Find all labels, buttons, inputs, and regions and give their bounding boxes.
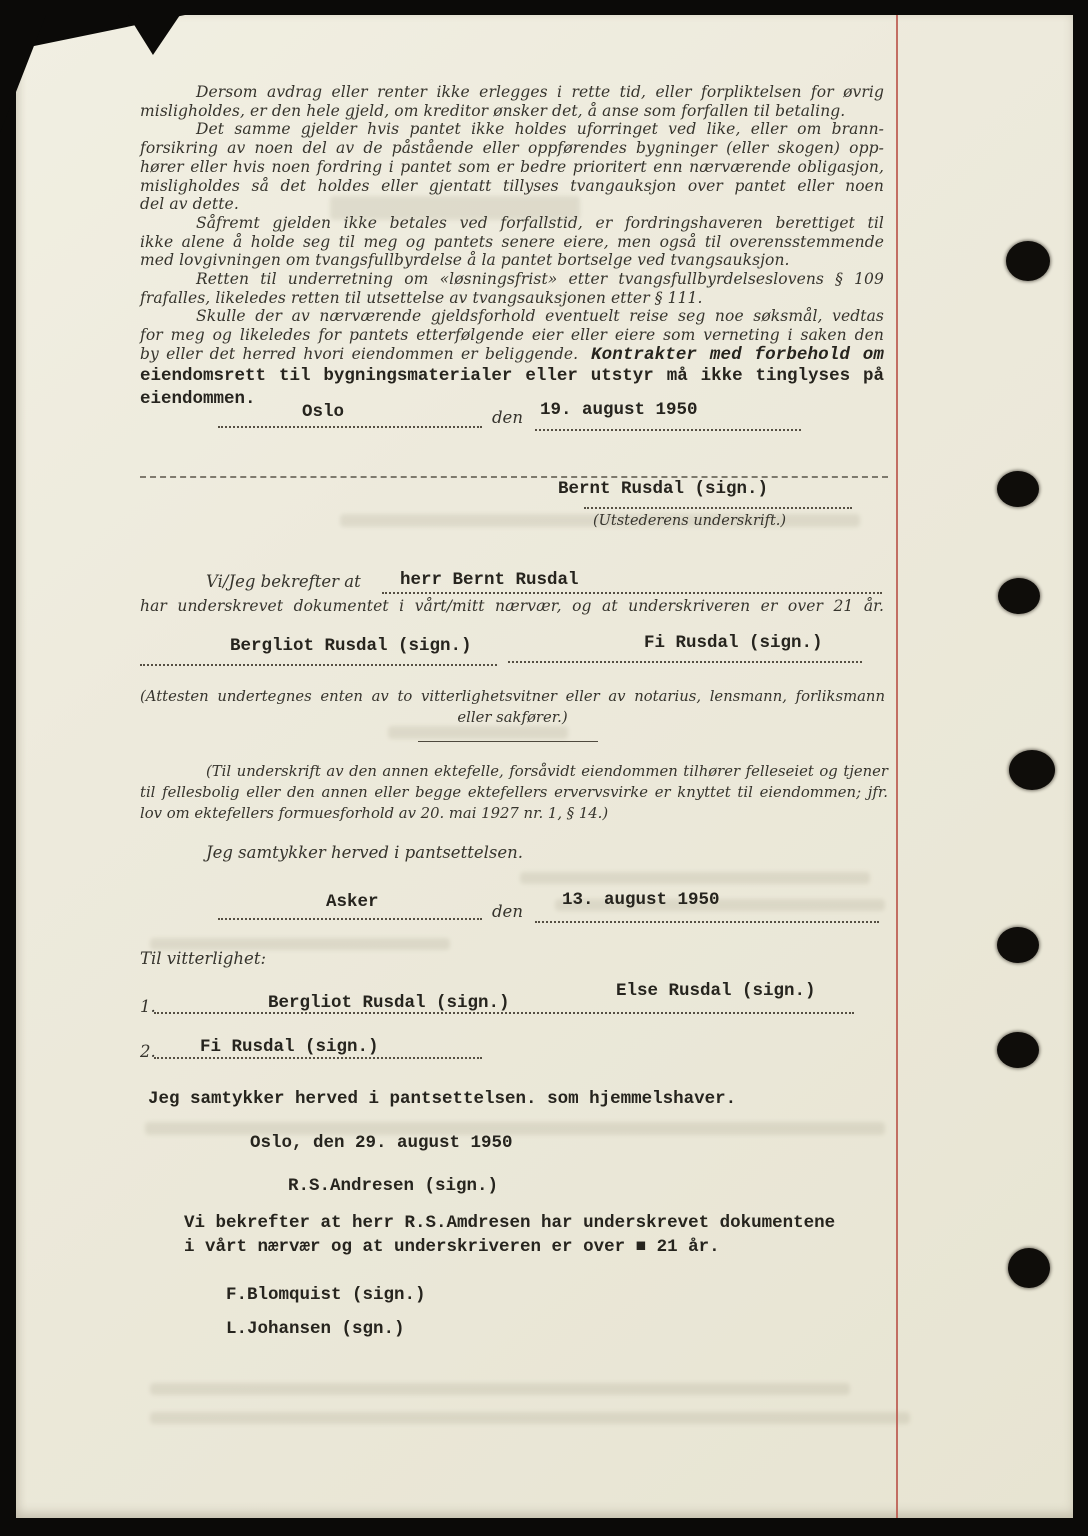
signing1-date: 19. august 1950	[540, 400, 698, 420]
den-label: den	[492, 408, 523, 427]
attest-note-line2: eller sakfører.)	[457, 709, 568, 726]
punch-hole	[1008, 1248, 1050, 1288]
legal-text-line: frafalles, likeledes retten til utsettelse av tvangsauksjonen etter § 111.	[140, 288, 703, 307]
legal-text-line: Det samme gjelder hvis pantet ikke holdes uforringet ved like, eller om brann-	[196, 120, 884, 139]
spouse-note-line: lov om ektefellers formuesforhold av 20. mai 1927 nr. 1, § 14.)	[140, 805, 609, 822]
hjemmelshaver-witness2: L.Johansen (sgn.)	[226, 1319, 405, 1339]
punch-hole	[1006, 241, 1050, 281]
date-dotted-line	[535, 429, 801, 431]
legal-text-line: del av dette.	[140, 195, 239, 214]
hjemmelshaver-signature: R.S.Andresen (sign.)	[288, 1176, 499, 1196]
signature-dashed-line	[140, 476, 888, 478]
scan-edge-bottom	[0, 1518, 1088, 1536]
legal-text-line: med lovgivningen om tvangsfullbyrdelse å la pantet bortselge ved tvangsauksjon.	[140, 251, 790, 270]
date2-dotted-line	[535, 921, 879, 923]
place2-dotted-line	[218, 918, 482, 920]
bleed-through-smudge	[520, 872, 870, 884]
legal-text-line: Såfremt gjelden ikke betales ved forfallstid, er fordringshaveren berettiget til	[196, 213, 884, 232]
typed-insertion-line: eiendommen.	[140, 388, 256, 409]
spouse-note-line: (Til underskrift av den annen ektefelle, forsåvidt eiendommen tilhører felleseiet og tjener	[206, 763, 888, 780]
signing1-place: Oslo	[302, 402, 345, 422]
spouse-note	[140, 761, 888, 824]
hjemmelshaver-consent: Jeg samtykker herved i pantsettelsen. som hjemmelshaver.	[148, 1089, 737, 1109]
punch-hole	[997, 1032, 1039, 1068]
typed-insertion-line: eiendomsrett til bygningsmaterialer eller utstyr må ikke tinglyses på	[140, 365, 884, 386]
bleed-through-smudge	[150, 1412, 910, 1424]
issuer-dotted-line	[584, 507, 852, 509]
legal-text-line: ikke alene å holde seg til meg og pantets senere eiere, men også til overensstemmende	[140, 232, 884, 251]
typed-insertion: Kontrakter med forbehold om	[578, 344, 884, 365]
legal-text-line: misligholdes så det holdes eller gjentatt tillyses tvangauksjon over pantet eller noen	[140, 176, 884, 195]
legal-text-line: misligholdes, er den hele gjeld, om kreditor ønsker det, å anse som forfallen til betaling.	[140, 101, 846, 120]
hjemmelshaver-place-date: Oslo, den 29. august 1950	[250, 1133, 513, 1153]
confirm1-dotted-line	[382, 592, 882, 594]
legal-text-line: Skulle der av nærværende gjeldsforhold eventuelt reise seg noe søksmål, vedtas	[196, 307, 884, 326]
witness-signature-left: Bergliot Rusdal (sign.)	[230, 636, 472, 656]
hjemmelshaver-confirm-line1: Vi bekrefter at herr R.S.Amdresen har underskrevet dokumentene	[184, 1213, 836, 1233]
witness-signature-right: Fi Rusdal (sign.)	[644, 633, 823, 653]
scan-edge-top	[0, 0, 1088, 15]
place-dotted-line	[218, 426, 482, 428]
margin-red-line	[896, 15, 898, 1518]
scan-edge-left	[0, 0, 16, 1536]
legal-text-line: by eller det herred hvori eiendommen er beliggende. Kontrakter med forbehold om	[140, 344, 884, 365]
legal-text-line: Retten til underretning om «løsningsfrist» etter tvangsfullbyrdelseslovens § 109	[196, 270, 884, 289]
confirm1-typed-name: herr Bernt Rusdal	[400, 570, 579, 590]
signing2-place: Asker	[326, 892, 379, 912]
legal-text-line: hører eller hvis noen fordring i pantet som er bedre prioritert enn nærværende obligasjon,	[140, 157, 884, 176]
den2-label: den	[492, 902, 523, 921]
vitterlighet-item1-number: 1.	[140, 997, 156, 1016]
issuer-signature: Bernt Rusdal (sign.)	[558, 479, 769, 499]
vitterlighet-item2-signature: Fi Rusdal (sign.)	[200, 1037, 379, 1057]
punch-hole	[1009, 750, 1055, 790]
issuer-caption: (Utstederens underskrift.)	[593, 513, 787, 529]
vitterlighet-dotted-line2	[154, 1057, 482, 1059]
vitterlighet-item1-signature: Bergliot Rusdal (sign.)	[268, 993, 510, 1013]
legal-text-line: forsikring av noen del av de påstående eller oppførendes bygninger (eller skogen) opp-	[140, 139, 884, 158]
consent-line: Jeg samtykker herved i pantsettelsen.	[206, 843, 523, 862]
legal-text-block	[140, 83, 884, 411]
vitterlighet-item2-number: 2.	[140, 1042, 156, 1061]
legal-text-line: Dersom avdrag eller renter ikke erlegges i rette tid, eller forpliktelsen for øvrig	[196, 83, 884, 101]
punch-hole	[997, 927, 1039, 963]
witness-dotted-line-left	[140, 664, 497, 666]
punch-hole	[997, 471, 1039, 507]
hjemmelshaver-confirm-line2: i vårt nærvær og at underskriveren er over ■ 21 år.	[184, 1237, 720, 1257]
spouse-note-line: til fellesbolig eller den annen eller begge ektefellers ervervsvirke er knyttet til eiendommen; jfr.	[140, 784, 888, 801]
legal-text-line: for meg og likeledes for pantets etterfølgende eier eller eiere som verneting i saken den	[140, 326, 884, 345]
section-rule	[418, 741, 598, 742]
bleed-through-smudge	[150, 1383, 850, 1395]
attest-note-line1: (Attesten undertegnes enten av to vitterlighetsvitner eller av notarius, lensmann, forliksmann	[140, 688, 885, 705]
hjemmelshaver-witness1: F.Blomquist (sign.)	[226, 1285, 426, 1305]
scan-edge-right	[1073, 0, 1088, 1536]
punch-hole	[998, 578, 1040, 614]
witness-dotted-line-right	[508, 661, 862, 663]
confirm1-prefix: Vi/Jeg bekrefter at	[206, 572, 361, 591]
vitterlighet-right-signature: Else Rusdal (sign.)	[616, 981, 816, 1001]
vitterlighet-heading: Til vitterlighet:	[140, 949, 267, 968]
signing2-date: 13. august 1950	[562, 890, 720, 910]
confirm1-line2: har underskrevet dokumentet i vårt/mitt nærvær, og at underskriveren er over 21 år.	[140, 597, 884, 615]
